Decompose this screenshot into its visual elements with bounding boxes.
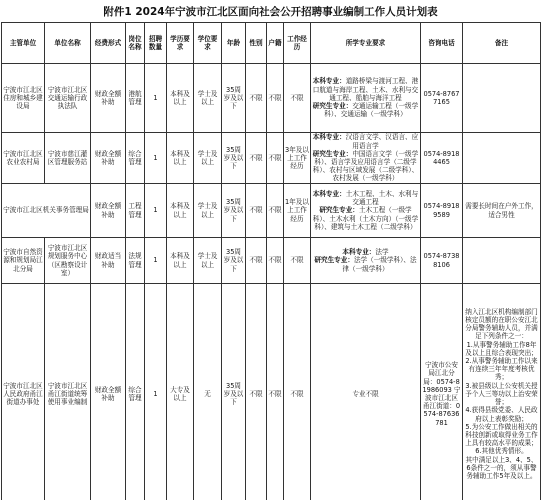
education-cell: 本科及以上	[167, 64, 194, 133]
major-text: 法学（一级学科）、法律（一级学科）	[342, 256, 417, 273]
table-row	[2, 238, 541, 284]
unit-cell: 宁波市江北区甬江街道统筹使用事业编制	[45, 284, 91, 500]
majors-cell: 专业不限	[311, 284, 421, 500]
degree-cell: 学士及以上	[194, 64, 222, 133]
funding-cell: 财政适当补助	[91, 238, 126, 284]
education-cell: 本科及以上	[167, 133, 194, 184]
header-cell: 经费形式	[91, 23, 126, 64]
notes-cell	[463, 133, 541, 184]
major-text: 土木工程、土木、水利与交通工程	[345, 189, 419, 207]
note-line: 需要长时间在户外工作，适合男性	[465, 202, 538, 219]
age-cell: 35周岁及以下	[222, 238, 246, 284]
age-cell: 35周岁及以下	[222, 284, 246, 500]
gender-cell: 不限	[246, 64, 267, 133]
position-cell: 法规管理	[126, 238, 145, 284]
table-row	[2, 284, 541, 500]
major-line	[312, 102, 419, 118]
funding-cell: 财政全额补助	[91, 64, 126, 133]
position-cell: 综合管理	[126, 133, 145, 184]
majors-cell	[311, 133, 421, 184]
hukou-cell: 不限	[267, 64, 284, 133]
major-label: 本科专业：	[312, 133, 346, 142]
major-line	[312, 256, 419, 272]
degree-cell: 无	[194, 284, 222, 500]
education-cell: 本科及以上	[167, 238, 194, 284]
major-text: 汉语言文学、汉语言、应用语言学	[345, 133, 419, 150]
major-label: 研究生专业：	[319, 206, 359, 215]
experience-cell: 不限	[284, 64, 311, 133]
phone-cell: 0574-87388106	[421, 238, 463, 284]
funding-cell: 财政全额补助	[91, 184, 126, 238]
experience-cell: 3年及以上工作经历	[284, 133, 311, 184]
notes-cell	[463, 238, 541, 284]
recruitment-plan-table	[1, 22, 541, 500]
phone-cell: 0574-89189589	[421, 184, 463, 238]
position-cell: 综合管理	[126, 284, 145, 500]
major-text: 交通运输工程（一级学科）、交通运输（一级学科）	[324, 102, 419, 119]
notes-cell	[463, 64, 541, 133]
header-cell: 主管单位	[2, 23, 45, 64]
major-line	[312, 190, 419, 206]
count-cell: 1	[145, 133, 167, 184]
major-label: 研究生专业：	[312, 149, 353, 158]
document-title: 附件1 2024年宁波市江北区面向社会公开招聘事业编制工作人员计划表	[103, 6, 438, 18]
major-line	[312, 206, 419, 231]
major-line	[312, 150, 419, 183]
notes-cell	[463, 184, 541, 238]
header-cell: 岗位名称	[126, 23, 145, 64]
degree-cell: 学士及以上	[194, 133, 222, 184]
header-cell: 学位要求	[194, 23, 222, 64]
gender-cell: 不限	[246, 184, 267, 238]
funding-cell: 财政全额补助	[91, 133, 126, 184]
table-row	[2, 184, 541, 238]
age-cell: 35周岁及以下	[222, 133, 246, 184]
supervisor-cell: 宁波市江北区农业农村局	[2, 133, 45, 184]
note-line: 5.为公安工作做出相关的科技创新或取得业务工作上具有较高水平的成果；	[465, 422, 538, 448]
phone-cell: 宁波市公安局江北分局：0574-81986093 宁波市江北区甬江街道：0574-87636781	[421, 284, 463, 500]
experience-cell: 不限	[284, 238, 311, 284]
header-cell: 性别	[246, 23, 267, 64]
majors-cell	[311, 64, 421, 133]
hukou-cell: 不限	[267, 284, 284, 500]
table-row	[2, 133, 541, 184]
major-text: 道路桥梁与渡河工程、港口航道与海岸工程、土木、水利与交通工程、船舶与海洋工程	[312, 77, 419, 102]
major-text: 法学	[375, 248, 389, 257]
header-cell: 单位名称	[45, 23, 91, 64]
supervisor-cell: 宁波市江北区人民政府甬江街道办事处	[2, 284, 45, 500]
count-cell: 1	[145, 184, 167, 238]
note-line: 纳入江北区机构编制部门核定员额的在职公安江北分局警务辅助人员，并满足下列条件之一：	[465, 307, 538, 341]
majors-cell	[311, 184, 421, 238]
note-line: 4.获得县级党委、人民政府以上表彰奖励；	[465, 406, 538, 423]
education-cell: 大专及以上	[167, 284, 194, 500]
major-label: 本科专业：	[312, 189, 346, 198]
header-row	[2, 23, 541, 64]
count-cell: 1	[145, 64, 167, 133]
header-cell: 咨询电话	[421, 23, 463, 64]
header-cell: 工作经历	[284, 23, 311, 64]
phone-cell: 0574-89184465	[421, 133, 463, 184]
experience-cell: 不限	[284, 284, 311, 500]
note-line: 6.其他优秀情形。	[475, 447, 528, 456]
unit-cell: 宁波市慈江灌区管理服务站	[45, 133, 91, 184]
major-text: 中国语言文学（一级学科）、语言学及应用语言学（二级学科）、农村与区域发展（二级学科）、农村发展（一级学科）	[312, 149, 419, 183]
note-line: 3.被县级以上公安机关授予个人三等功以上治安荣誉；	[465, 381, 538, 407]
header-cell: 户籍	[267, 23, 284, 64]
count-cell: 1	[145, 238, 167, 284]
unit-cell: 宁波市江北区规划服务中心（区勘察设计室）	[45, 238, 91, 284]
major-text: 土木工程（一级学科）、土木水利（土木方向）（一级学科）、建筑与土木工程（二级学科）	[312, 206, 419, 231]
degree-cell: 学士及以上	[194, 184, 222, 238]
note-line: 1.从事警务辅助工作8年及以上且综合表现突出；	[465, 340, 538, 357]
major-label: 本科专业：	[342, 248, 376, 257]
supervisor-cell: 宁波市自然资源和规划局江北分局	[2, 238, 45, 284]
header-cell: 招聘数量	[145, 23, 167, 64]
major-label: 研究生专业：	[314, 256, 354, 265]
age-cell: 35周岁及以下	[222, 184, 246, 238]
header-cell: 年龄	[222, 23, 246, 64]
position-cell: 港航管理	[126, 64, 145, 133]
hukou-cell: 不限	[267, 133, 284, 184]
supervisor-cell: 宁波市江北区住房和城乡建设局	[2, 64, 45, 133]
gender-cell: 不限	[246, 133, 267, 184]
hukou-cell: 不限	[267, 184, 284, 238]
note-line: 2.从事警务辅助工作以来有连续三年年度考核优秀；	[465, 357, 538, 382]
unit-cell: 宁波市江北区交通运输行政执法队	[45, 64, 91, 133]
experience-cell: 1年及以上工作经历	[284, 184, 311, 238]
header-cell: 学历要求	[167, 23, 194, 64]
position-cell: 工程管理	[126, 184, 145, 238]
gender-cell: 不限	[246, 284, 267, 500]
count-cell: 1	[145, 284, 167, 500]
header-cell: 备注	[463, 23, 541, 64]
degree-cell: 学士及以上	[194, 238, 222, 284]
major-label: 本科专业：	[312, 77, 346, 86]
note-line: 其中满足以上3、4、5、6条件之一的，须从事警务辅助工作5年及以上。	[465, 455, 538, 480]
header-cell: 所学专业要求	[311, 23, 421, 64]
hukou-cell: 不限	[267, 238, 284, 284]
major-line	[312, 77, 419, 102]
education-cell: 本科及以上	[167, 184, 194, 238]
major-label: 研究生专业：	[312, 102, 353, 111]
phone-cell: 0574-87677165	[421, 64, 463, 133]
notes-cell	[463, 284, 541, 500]
gender-cell: 不限	[246, 238, 267, 284]
funding-cell: 财政全额补助	[91, 284, 126, 500]
majors-cell	[311, 238, 421, 284]
supervisor-cell: 宁波市江北区机关事务管理局	[2, 184, 91, 238]
major-line	[312, 133, 419, 149]
table-row	[2, 64, 541, 133]
age-cell: 35周岁及以下	[222, 64, 246, 133]
